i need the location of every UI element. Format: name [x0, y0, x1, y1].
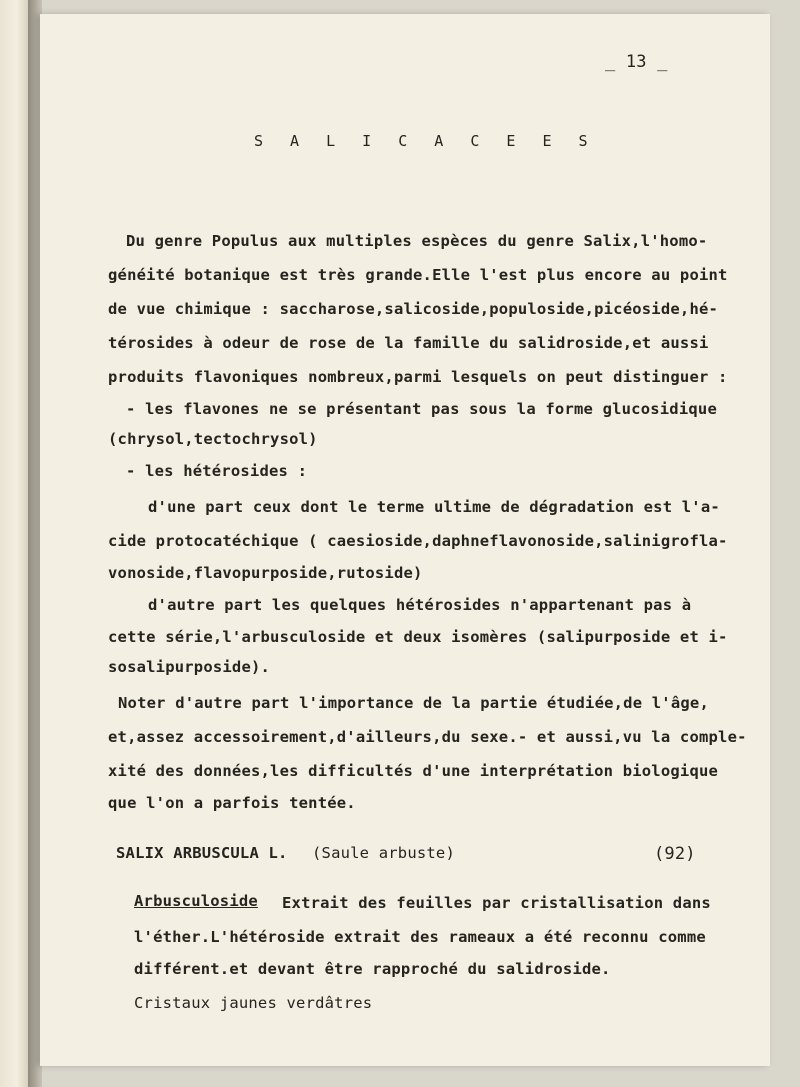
- arbusculoside-term: Arbusculoside: [134, 892, 258, 910]
- text-line: Cristaux jaunes verdâtres: [134, 994, 373, 1012]
- text-line: différent.et devant être rapproché du salidroside.: [134, 960, 611, 978]
- list-item-flavones: - les flavones ne se présentant pas sous la forme glucosidique: [126, 400, 717, 418]
- text-line: produits flavoniques nombreux,parmi lesquels on peut distinguer :: [108, 368, 728, 386]
- previous-page-edge: [0, 0, 28, 1087]
- text-line: Du genre Populus aux multiples espèces du genre Salix,l'homo-: [126, 232, 708, 250]
- species-common-name: (Saule arbuste): [312, 844, 455, 862]
- text-line: sosalipurposide).: [108, 658, 271, 676]
- text-line: cette série,l'arbusculoside et deux isomères (salipurposide et i-: [108, 628, 728, 646]
- text-line: de vue chimique : saccharose,salicoside,populoside,picéoside,hé-: [108, 300, 719, 318]
- text-line: térosides à odeur de rose de la famille du salidroside,et aussi: [108, 334, 709, 352]
- species-name: SALIX ARBUSCULA L.: [116, 844, 288, 862]
- text-line: l'éther.L'hétéroside extrait des rameaux a été reconnu comme: [134, 928, 706, 946]
- text-line: et,assez accessoirement,d'ailleurs,du sexe.- et aussi,vu la comple-: [108, 728, 747, 746]
- list-item-heterosides: - les hétérosides :: [126, 462, 308, 480]
- document-page: [40, 14, 770, 1066]
- text-line: vonoside,flavopurposide,rutoside): [108, 564, 423, 582]
- section-title: S A L I C A C E E S: [254, 132, 597, 150]
- text-line: d'autre part les quelques hétérosides n'appartenant pas à: [148, 596, 692, 614]
- page-number: _ 13 _: [605, 52, 668, 72]
- text-line: xité des données,les difficultés d'une interprétation biologique: [108, 762, 719, 780]
- text-line: Extrait des feuilles par cristallisation dans: [282, 894, 711, 912]
- text-line: que l'on a parfois tentée.: [108, 794, 356, 812]
- text-line: (chrysol,tectochrysol): [108, 430, 318, 448]
- text-line: cide protocatéchique ( caesioside,daphneflavonoside,salinigrofla-: [108, 532, 728, 550]
- species-reference: (92): [654, 844, 696, 864]
- text-line: Noter d'autre part l'importance de la partie étudiée,de l'âge,: [118, 694, 709, 712]
- text-line: d'une part ceux dont le terme ultime de dégradation est l'a-: [148, 498, 720, 516]
- text-line: généité botanique est très grande.Elle l'est plus encore au point: [108, 266, 728, 284]
